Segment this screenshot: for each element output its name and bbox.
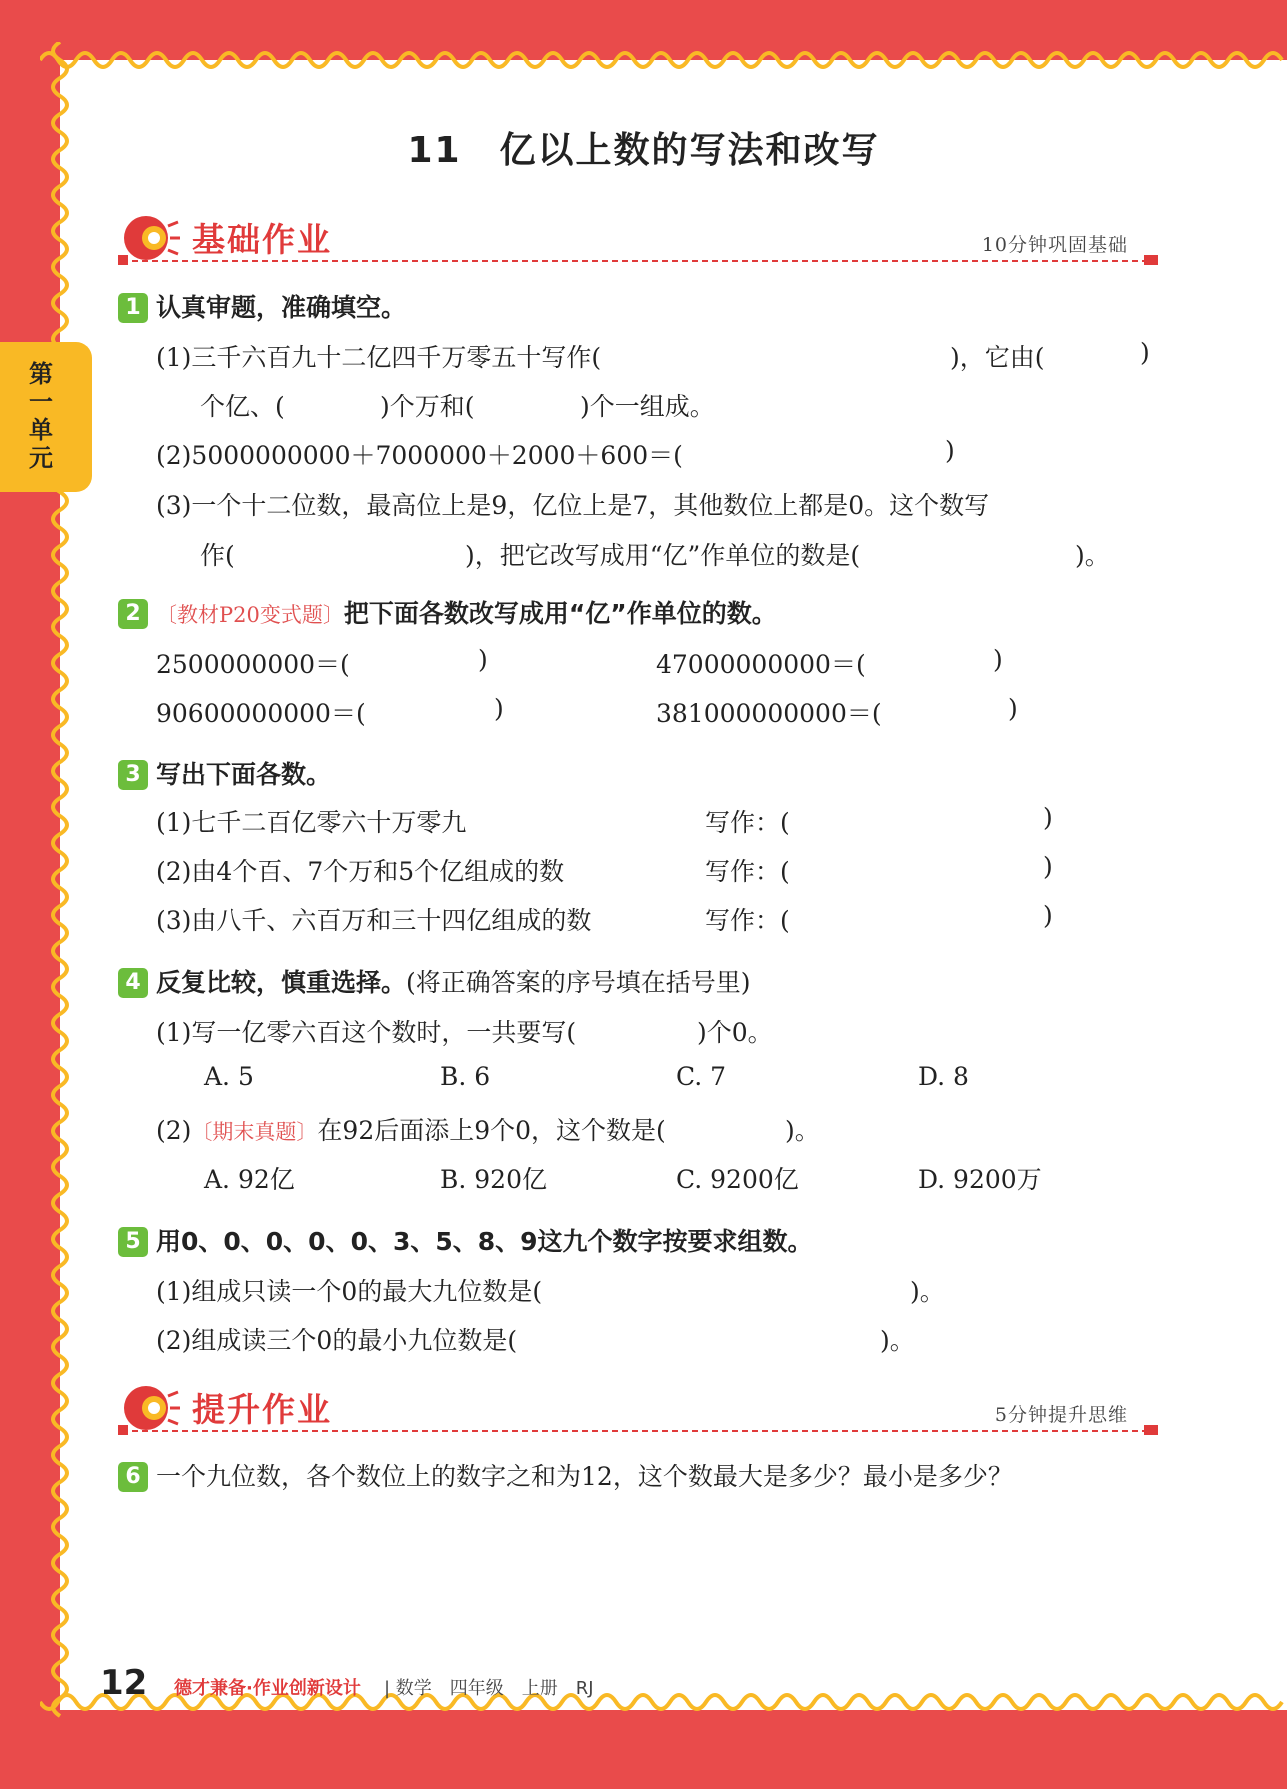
question-number-3: 3 [118,760,148,790]
q2-item-4: 381000000000＝( [656,699,882,728]
q3-close-3: ) [1043,901,1053,930]
question-6-text: 一个九位数，各个数位上的数字之和为12，这个数最大是多少？最小是多少？ [156,1462,1013,1491]
question-5-heading [118,1222,813,1258]
q3-item-1: (1)七千二百亿零六十万零九 [156,808,467,837]
question-3-text: 写出下面各数。 [156,760,332,789]
q2-close-3: ) [494,694,504,723]
q2-item-2: 47000000000＝( [656,650,866,679]
page-number: 12 [100,1663,148,1703]
q1-line-2a: 个亿、( [200,392,285,421]
question-1-text: 认真审题，准确填空。 [156,293,407,322]
question-number-6: 6 [118,1462,148,1492]
q5-sub-2b: )。 [880,1326,915,1355]
q5-sub-2: (2)组成读三个0的最小九位数是( [156,1326,518,1355]
divider-end [1144,1425,1158,1435]
page-title: 11 亿以上数的写法和改写 [407,130,880,171]
q2-close-1: ) [478,645,488,674]
q2-close-4: ) [1008,694,1018,723]
q4-option-1c: C. 7 [676,1062,727,1091]
q4-option-1a: A. 5 [204,1062,254,1091]
q3-item-3: (3)由八千、六百万和三十四亿组成的数 [156,906,592,935]
section-header-basic [118,208,1158,278]
section-header-advanced [118,1378,1158,1448]
q2-item-3: 90600000000＝( [156,699,366,728]
q1-line-1a: (1)三千六百九十二亿四千万零五十写作( [156,343,602,372]
q4-option-2c: C. 9200亿 [676,1165,799,1194]
question-1-heading [118,288,406,324]
question-number-2: 2 [118,599,148,629]
question-4-heading [118,963,751,999]
section-note-advanced: 5分钟提升思维 [994,1404,1128,1426]
q4-option-2a: A. 92亿 [204,1165,295,1194]
q1-line-5c: )。 [1075,541,1110,570]
question-2-heading [118,594,777,630]
question-number-4: 4 [118,968,148,998]
divider-end [1144,255,1158,265]
q3-write-2: 写作：( [705,857,790,886]
q4-option-2d: D. 9200万 [918,1165,1042,1194]
q3-item-2: (2)由4个百、7个万和5个亿组成的数 [156,857,565,886]
q5-sub-1b: )。 [910,1277,945,1306]
q5-sub-1: (1)组成只读一个0的最大九位数是( [156,1277,543,1306]
q4-sub-2b: )。 [785,1116,820,1145]
question-5-text: 用0、0、0、0、0、3、5、8、9这九个数字按要求组数。 [156,1227,813,1256]
q1-line-3b: ) [945,436,955,465]
q4-sub-2-prefix [156,1111,666,1147]
wave-border-left [42,42,72,1720]
q4-sub-1: (1)写一亿零六百这个数时，一共要写( [156,1018,577,1047]
exam-tag: 〔期末真题〕 [191,1120,318,1144]
unit-tab-label: 第一单元 [24,361,53,473]
q1-line-4: (3)一个十二位数，最高位上是9，亿位上是7，其他数位上都是0。这个数写 [156,491,990,520]
q1-line-1b: )，它由( [950,343,1045,372]
q4-option-2b: B. 920亿 [440,1165,547,1194]
q4-option-1b: B. 6 [440,1062,491,1091]
section-divider [122,260,1158,262]
section-title-advanced: 提升作业 [192,1390,332,1429]
question-4-note: (将正确答案的序号填在括号里) [406,968,751,997]
question-2-text: 把下面各数改写成用“亿”作单位的数。 [343,599,777,628]
q1-line-2c: )个一组成。 [580,392,715,421]
question-6-heading [118,1457,1013,1493]
footer-info: | 数学 四年级 上册 RJ [384,1678,594,1699]
q1-line-2b: )个万和( [380,392,475,421]
source-tag: 〔教材P20变式题〕 [156,603,344,627]
q3-close-2: ) [1043,852,1053,881]
section-title-basic: 基础作业 [192,220,332,259]
q3-write-3: 写作：( [705,906,790,935]
question-number-1: 1 [118,293,148,323]
q1-line-3: (2)5000000000＋7000000＋2000＋600＝( [156,441,683,470]
footer-brand: 德才兼备·作业创新设计 [174,1678,361,1699]
q1-line-5a: 作( [200,541,235,570]
question-4-text: 反复比较，慎重选择。 [156,968,407,997]
unit-tab [0,342,92,492]
q2-close-2: ) [993,645,1003,674]
q4-sub-2-num: (2) [156,1116,192,1145]
q1-line-1c: ) [1140,338,1150,367]
section-divider [122,1430,1158,1432]
wave-border-top [40,42,1287,72]
section-note-basic: 10分钟巩固基础 [981,234,1128,256]
q4-sub-2-text: 在92后面添上9个0，这个数是( [317,1116,666,1145]
q3-write-1: 写作：( [705,808,790,837]
question-3-heading [118,755,331,791]
q1-line-5b: )，把它改写成用“亿”作单位的数是( [465,541,861,570]
q3-close-1: ) [1043,803,1053,832]
q4-sub-1b: )个0。 [697,1018,773,1047]
q2-item-1: 2500000000＝( [156,650,350,679]
question-number-5: 5 [118,1227,148,1257]
q4-option-1d: D. 8 [918,1062,969,1091]
